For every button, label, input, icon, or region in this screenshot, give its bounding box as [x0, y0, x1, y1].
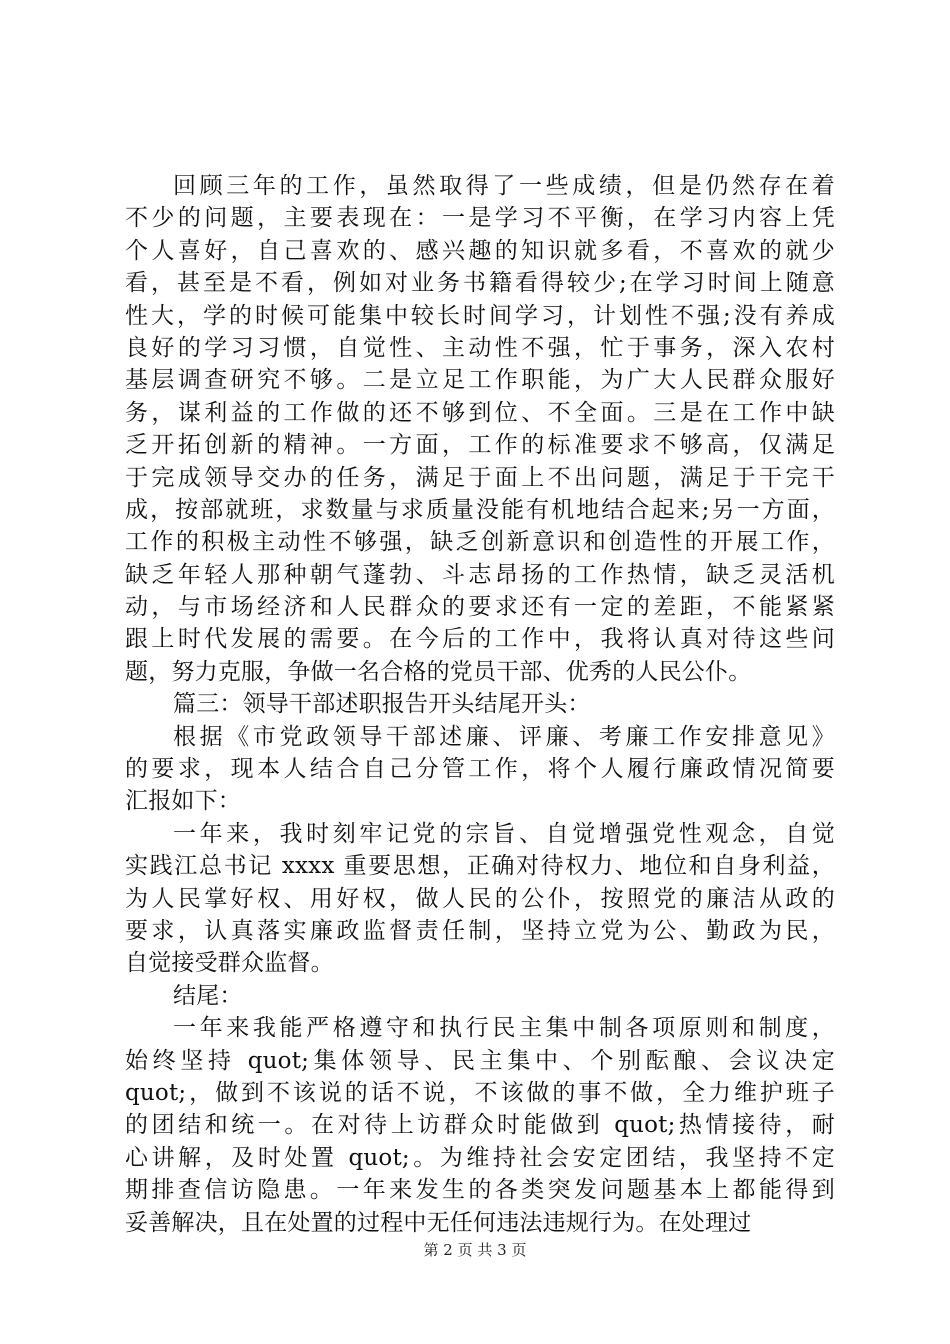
- paragraph: [125, 721, 835, 818]
- text-line: 始终坚持 quot;集体领导、民主集中、个别酝酿、会议决定: [125, 1047, 835, 1074]
- text-line: 的团结和统一。在对待上访群众时能做到 quot;热情接待，耐: [125, 1112, 835, 1139]
- text-line: 自觉接受群众监督。: [125, 950, 334, 977]
- paragraph: [125, 1012, 835, 1239]
- text-line: 根据《市党政领导干部述廉、评廉、考廉工作安排意见》: [173, 723, 835, 750]
- text-line: 基层调查研究不够。二是立足工作职能，为广大人民群众服好: [125, 367, 835, 394]
- text-line: 心讲解，及时处置 quot;。为维持社会安定团结，我坚持不定: [125, 1144, 835, 1171]
- paragraph: [125, 170, 835, 688]
- paragraph: [125, 688, 835, 720]
- text-line: 乏开拓创新的精神。一方面，工作的标准要求不够高，仅满足: [125, 432, 835, 459]
- text-line: 良好的学习习惯，自觉性、主动性不强，忙于事务，深入农村: [125, 334, 835, 361]
- text-line: 篇三：领导干部述职报告开头结尾开头：: [173, 691, 591, 718]
- text-line: 务，谋利益的工作做的还不够到位、不全面。三是在工作中缺: [125, 399, 835, 426]
- paragraph: [125, 818, 835, 980]
- text-line: 妥善解决，且在处置的过程中无任何违法违规行为。在处理过: [125, 1209, 752, 1236]
- text-line: 于完成领导交办的任务，满足于面上不出问题，满足于干完干: [125, 464, 835, 491]
- text-line: 动，与市场经济和人民群众的要求还有一定的差距，不能紧紧: [125, 594, 835, 621]
- paragraph: [125, 980, 835, 1012]
- text-line: 成，按部就班，求数量与求质量没能有机地结合起来;另一方面，: [125, 496, 835, 523]
- text-line: 题，努力克服，争做一名合格的党员干部、优秀的人民公仆。: [125, 658, 752, 685]
- document-body: [125, 170, 835, 1239]
- text-line: 的要求，现本人结合自己分管工作，将个人履行廉政情况简要: [125, 756, 835, 783]
- text-line: 个人喜好，自己喜欢的、感兴趣的知识就多看，不喜欢的就少: [125, 237, 835, 264]
- text-line: 一年来，我时刻牢记党的宗旨、自觉增强党性观念，自觉: [173, 820, 835, 847]
- text-line: 为人民掌好权、用好权，做人民的公仆，按照党的廉洁从政的: [125, 885, 835, 912]
- text-line: 不少的问题，主要表现在：一是学习不平衡，在学习内容上凭: [125, 205, 835, 232]
- text-line: 跟上时代发展的需要。在今后的工作中，我将认真对待这些问: [125, 626, 835, 653]
- text-line: 要求，认真落实廉政监督责任制，坚持立党为公、勤政为民，: [125, 917, 835, 944]
- text-line: 看，甚至是不看，例如对业务书籍看得较少;在学习时间上随意: [125, 270, 835, 297]
- text-line: 汇报如下：: [125, 788, 241, 815]
- text-line: 结尾：: [173, 982, 243, 1009]
- text-line: 一年来我能严格遵守和执行民主集中制各项原则和制度，: [173, 1015, 835, 1042]
- text-line: 实践江总书记 xxxx 重要思想，正确对待权力、地位和自身利益，: [125, 853, 835, 880]
- text-line: 工作的积极主动性不够强，缺乏创新意识和创造性的开展工作，: [125, 529, 835, 556]
- text-line: 回顾三年的工作，虽然取得了一些成绩，但是仍然存在着: [173, 173, 835, 199]
- text-line: 期排查信访隐患。一年来发生的各类突发问题基本上都能得到: [125, 1177, 835, 1204]
- text-line: 性大，学的时候可能集中较长时间学习，计划性不强;没有养成: [125, 302, 835, 329]
- page-footer: 第 2 页 共 3 页: [423, 1241, 527, 1259]
- text-line: quot;，做到不该说的话不说，不该做的事不做，全力维护班子: [125, 1079, 835, 1106]
- text-line: 缺乏年轻人那种朝气蓬勃、斗志昂扬的工作热情，缺乏灵活机: [125, 561, 835, 588]
